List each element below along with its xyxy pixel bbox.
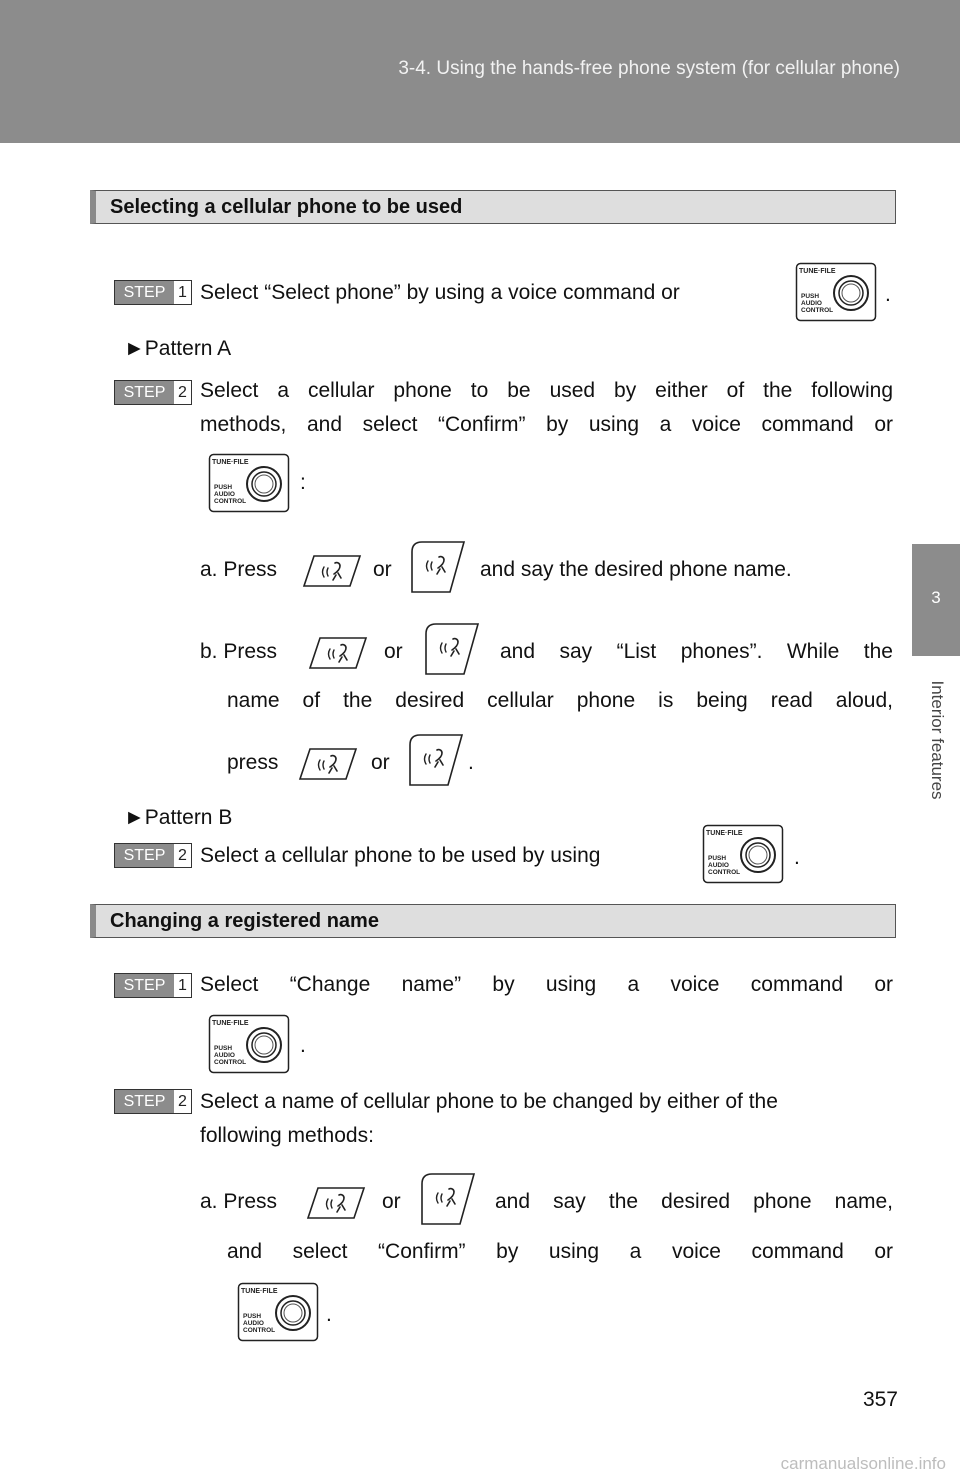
tune-file-knob-icon bbox=[208, 453, 290, 513]
tune-file-knob-icon bbox=[702, 824, 784, 884]
step-text: Select a cellular phone to be used by either of the following bbox=[200, 379, 893, 402]
svg-text:PUSH: PUSH bbox=[708, 855, 727, 862]
item-a-text: and say the desired phone name, bbox=[495, 1190, 893, 1213]
step-badge bbox=[114, 380, 192, 405]
talk-switch-icon bbox=[306, 1186, 366, 1220]
svg-text:AUDIO: AUDIO bbox=[214, 1052, 235, 1059]
steering-talk-switch-icon bbox=[408, 733, 464, 787]
punctuation: . bbox=[794, 846, 800, 869]
svg-text:CONTROL: CONTROL bbox=[708, 869, 741, 876]
chapter-tab bbox=[912, 544, 960, 656]
svg-text:TUNE·FILE: TUNE·FILE bbox=[241, 1288, 278, 1295]
svg-text:TUNE·FILE: TUNE·FILE bbox=[212, 1020, 249, 1027]
svg-text:AUDIO: AUDIO bbox=[214, 491, 235, 498]
svg-text:CONTROL: CONTROL bbox=[214, 1059, 247, 1066]
pattern-b-label: ►Pattern B bbox=[124, 806, 233, 829]
press-text: press bbox=[227, 751, 279, 774]
header-title: 3-4. Using the hands-free phone system (for cellular phone) bbox=[398, 58, 900, 79]
svg-text:AUDIO: AUDIO bbox=[801, 300, 822, 307]
step-number: 1 bbox=[174, 974, 191, 997]
step-text: methods, and select “Confirm” by using a voice command or bbox=[200, 413, 893, 436]
step-text: following methods: bbox=[200, 1124, 374, 1147]
or-text: or bbox=[373, 558, 392, 581]
step-text: Select “Select phone” by using a voice command or bbox=[200, 281, 680, 304]
punctuation: . bbox=[326, 1303, 332, 1326]
step-text: Select “Change name” by using a voice command or bbox=[200, 973, 893, 996]
talk-switch-icon bbox=[308, 636, 368, 670]
chapter-label: Interior features bbox=[928, 680, 947, 800]
item-a-text: and say the desired phone name. bbox=[480, 558, 792, 581]
item-b-line2: name of the desired cellular phone is being read aloud, bbox=[227, 689, 893, 712]
svg-text:TUNE·FILE: TUNE·FILE bbox=[799, 268, 836, 275]
step-badge bbox=[114, 1089, 192, 1114]
step-number: 2 bbox=[174, 1090, 191, 1113]
talk-switch-icon bbox=[302, 554, 362, 588]
step-badge bbox=[114, 973, 192, 998]
svg-text:CONTROL: CONTROL bbox=[214, 498, 247, 505]
steering-talk-switch-icon bbox=[424, 622, 480, 676]
chapter-label-wrap bbox=[922, 655, 952, 825]
svg-text:PUSH: PUSH bbox=[214, 484, 233, 491]
watermark: carmanualsonline.info bbox=[780, 1454, 946, 1473]
item-b-text: and say “List phones”. While the bbox=[500, 640, 893, 663]
svg-text:CONTROL: CONTROL bbox=[801, 307, 834, 314]
step-word: STEP bbox=[115, 281, 174, 304]
step-badge bbox=[114, 843, 192, 868]
punctuation: . bbox=[468, 751, 474, 774]
step-number: 2 bbox=[174, 844, 191, 867]
svg-text:TUNE·FILE: TUNE·FILE bbox=[706, 830, 743, 837]
section-heading-change-name bbox=[90, 904, 896, 938]
step-word: STEP bbox=[115, 844, 174, 867]
item-a-prefix: a. Press bbox=[200, 1190, 278, 1213]
or-text: or bbox=[371, 751, 390, 774]
section-heading-select-phone bbox=[90, 190, 896, 224]
svg-text:PUSH: PUSH bbox=[243, 1313, 262, 1320]
talk-switch-icon bbox=[298, 747, 358, 781]
item-a-prefix: a. Press bbox=[200, 558, 278, 581]
section-heading-text: Changing a registered name bbox=[110, 910, 379, 932]
step-text: Select a cellular phone to be used by using bbox=[200, 844, 601, 867]
svg-text:AUDIO: AUDIO bbox=[243, 1320, 264, 1327]
svg-text:TUNE·FILE: TUNE·FILE bbox=[212, 459, 249, 466]
or-text: or bbox=[382, 1190, 401, 1213]
page-number: 357 bbox=[862, 1388, 898, 1411]
item-a-line2: and select “Confirm” by using a voice command or bbox=[227, 1240, 893, 1263]
tune-file-knob-icon bbox=[795, 262, 877, 322]
punctuation: : bbox=[300, 471, 306, 494]
svg-text:PUSH: PUSH bbox=[214, 1045, 233, 1052]
svg-text:CONTROL: CONTROL bbox=[243, 1327, 276, 1334]
section-heading-text: Selecting a cellular phone to be used bbox=[110, 196, 463, 218]
punctuation: . bbox=[885, 283, 891, 306]
step-text: Select a name of cellular phone to be changed by either of the bbox=[200, 1090, 778, 1113]
chapter-number: 3 bbox=[931, 588, 941, 607]
step-word: STEP bbox=[115, 974, 174, 997]
step-number: 1 bbox=[174, 281, 191, 304]
step-word: STEP bbox=[115, 1090, 174, 1113]
or-text: or bbox=[384, 640, 403, 663]
step-badge bbox=[114, 280, 192, 305]
page-header bbox=[0, 0, 960, 143]
pattern-a-label: ►Pattern A bbox=[124, 337, 232, 360]
svg-text:AUDIO: AUDIO bbox=[708, 862, 729, 869]
tune-file-knob-icon bbox=[208, 1014, 290, 1074]
svg-text:PUSH: PUSH bbox=[801, 293, 820, 300]
tune-file-knob-icon bbox=[237, 1282, 319, 1342]
item-b-prefix: b. Press bbox=[200, 640, 278, 663]
step-number: 2 bbox=[174, 381, 191, 404]
step-word: STEP bbox=[115, 381, 174, 404]
steering-talk-switch-icon bbox=[410, 540, 466, 594]
steering-talk-switch-icon bbox=[420, 1172, 476, 1226]
punctuation: . bbox=[300, 1034, 306, 1057]
